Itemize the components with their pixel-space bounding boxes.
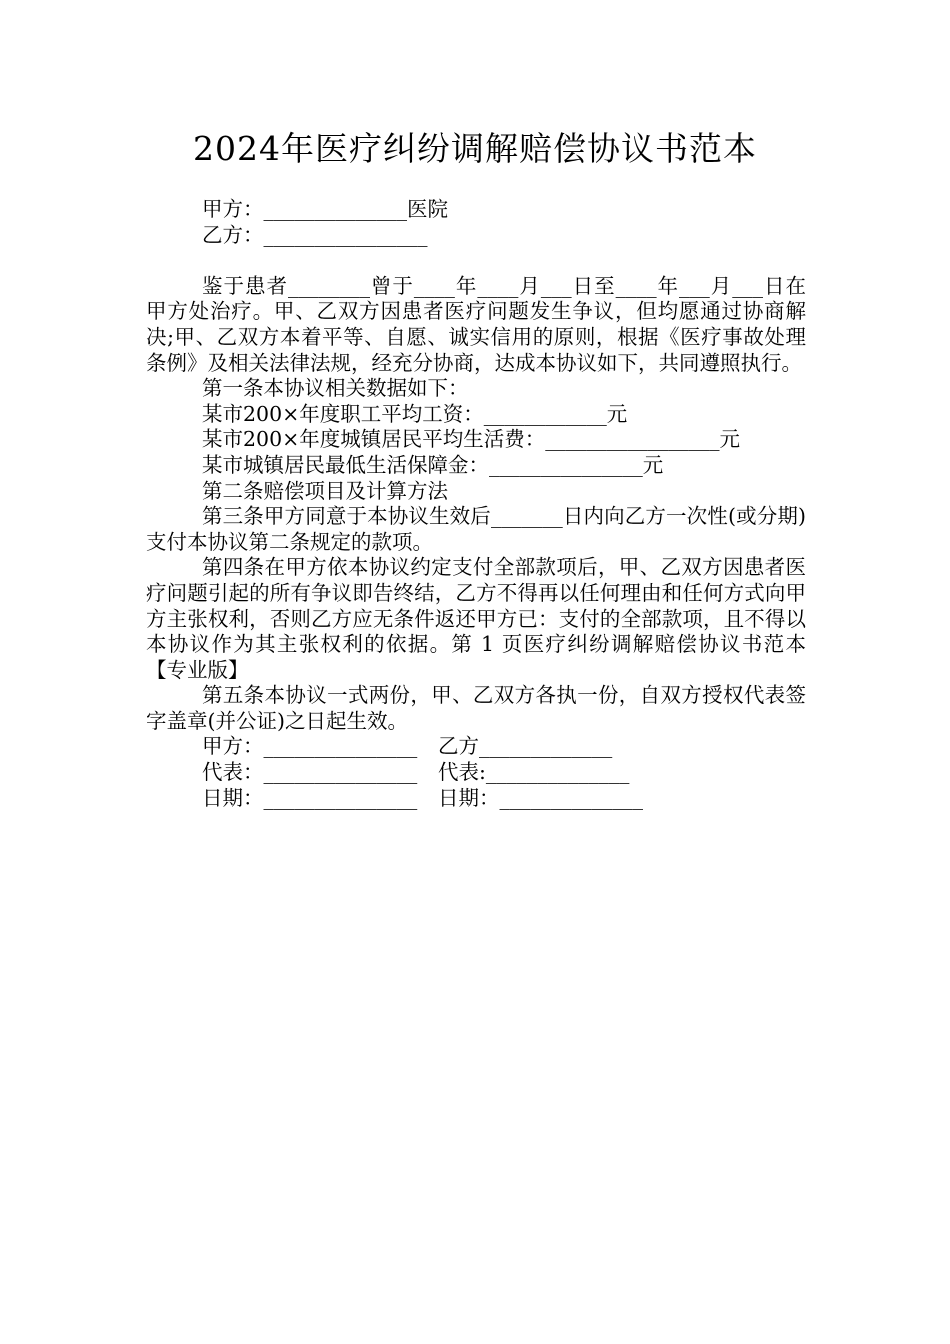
- representative-b: 代表:______________: [438, 760, 630, 785]
- intro-paragraph: 鉴于患者________曾于____年____月___日至____年___月___日在甲方处治疗。甲、乙双方因患者医疗问题发生争议，但均愿通过协商解决;甲、乙双方本着平等、自愿、诚实信用的原则，根据《医疗事故处理条例》及相关法律法规，经充分协商，达成本协议如下，共同遵照执行。: [146, 273, 806, 375]
- document-title: 2024年医疗纠纷调解赔偿协议书范本: [193, 129, 757, 168]
- signature-row-party: [146, 734, 806, 760]
- signature-row-date: [146, 786, 806, 812]
- party-a-line: 甲方：______________医院: [202, 197, 448, 221]
- data-average-wage: 某市200×年度职工平均工资：____________元: [202, 401, 628, 426]
- document-body: [146, 197, 806, 811]
- data-living-cost: 某市200×年度城镇居民平均生活费：_________________元: [202, 427, 741, 452]
- date-a: 日期：_______________: [202, 785, 418, 810]
- party-b-line: 乙方：________________: [202, 222, 428, 247]
- article-1: 第一条本协议相关数据如下：: [202, 376, 469, 401]
- signature-party-b: 乙方_____________: [438, 734, 613, 759]
- article-5: 第五条本协议一式两份，甲、乙双方各执一份，自双方授权代表签字盖章(并公证)之日起生效。: [146, 683, 806, 733]
- article-4: 第四条在甲方依本协议约定支付全部款项后，甲、乙双方因患者医疗问题引起的所有争议即告终结，乙方不得再以任何理由和任何方式向甲方主张权利，否则乙方应无条件返还甲方已：支付的全部款项，且不得以本协议作为其主张权利的依据。第 1 页医疗纠纷调解赔偿协议书范本【专业版】: [146, 555, 806, 682]
- article-2: 第二条赔偿项目及计算方法: [202, 478, 448, 503]
- article-3: 第三条甲方同意于本协议生效后_______日内向乙方一次性(或分期)支付本协议第二条规定的款项。: [146, 504, 806, 554]
- representative-a: 代表：_______________: [202, 760, 418, 785]
- blank-line: [146, 248, 806, 274]
- date-b: 日期：______________: [438, 785, 643, 810]
- signature-row-representative: [146, 760, 806, 786]
- signature-party-a: 甲方：_______________: [202, 734, 418, 759]
- data-minimum-allowance: 某市城镇居民最低生活保障金：_______________元: [202, 452, 664, 477]
